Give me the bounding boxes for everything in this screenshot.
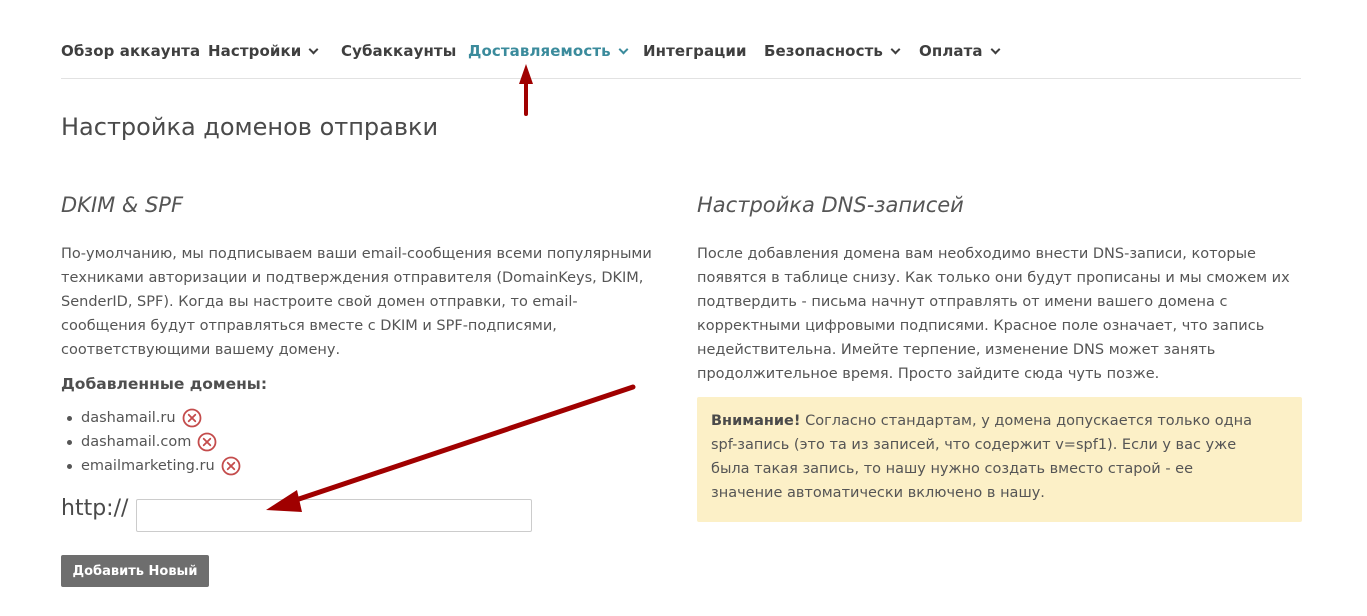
- add-new-button[interactable]: Добавить Новый: [61, 555, 209, 587]
- domain-name: dashamail.ru: [81, 410, 176, 426]
- domain-item: [81, 430, 241, 454]
- circle-x-icon[interactable]: [221, 456, 241, 476]
- added-domains-heading: Добавленные домены:: [61, 375, 268, 393]
- chevron-down-icon: [891, 45, 901, 55]
- nav-item-subaccounts[interactable]: [341, 42, 456, 60]
- dkim-description: По-умолчанию, мы подписываем ваши email-сообщения всеми популярными техниками авторизации и подтверждения отправителя (DomainKeys, DKIM, SenderID, SPF). Когда вы настроите свой домен отправки, то email-сообщения будут отправляться вместе с DKIM и SPF-подписями, соответствующими вашему домену.: [61, 246, 652, 358]
- nav-item-settings[interactable]: [208, 42, 317, 60]
- nav-item-label: Обзор аккаунта: [61, 42, 201, 60]
- nav-item-label: Интеграции: [643, 42, 747, 60]
- nav-item-label: Безопасность: [764, 42, 883, 60]
- nav-item-security[interactable]: [764, 42, 899, 60]
- circle-x-icon[interactable]: [182, 408, 202, 428]
- nav-item-integrations[interactable]: [643, 42, 747, 60]
- page-title: Настройка доменов отправки: [61, 113, 439, 141]
- arrow-icon: [266, 387, 633, 512]
- nav-item-label: Оплата: [919, 42, 983, 60]
- dns-description: После добавления домена вам необходимо внести DNS-записи, которые появятся в таблице снизу. Как только они будут прописаны и мы сможем их подтвердить - письма начнут отправлять от имени вашего домена с корректными цифровыми подписями. Красное поле означает, что запись недействительна. Имейте терпение, изменение DNS может занять продолжительное время. Просто зайдите сюда чуть позже.: [697, 246, 1290, 382]
- nav-item-label: Субаккаунты: [341, 42, 457, 60]
- chevron-down-icon: [618, 45, 628, 55]
- warning-label: Внимание!: [711, 413, 801, 429]
- url-prefix-label: http://: [61, 496, 129, 521]
- warning-box: [697, 397, 1302, 522]
- chevron-down-icon: [309, 45, 319, 55]
- warning-text: Согласно стандартам, у домена допускается только одна spf-запись (это та из записей, что содержит v=spf1). Если у вас уже была такая запись, то нашу нужно создать вместо старой - ее значение автоматически включено в нашу.: [711, 413, 1252, 501]
- nav-item-label: Доставляемость: [468, 42, 611, 60]
- nav-item-payment[interactable]: [919, 42, 999, 60]
- top-navigation: [61, 32, 1301, 79]
- nav-item-account-overview[interactable]: [61, 42, 200, 60]
- domain-input[interactable]: [136, 499, 532, 532]
- circle-x-icon[interactable]: [197, 432, 217, 452]
- chevron-down-icon: [990, 45, 1000, 55]
- dns-records-heading: Настройка DNS-записей: [697, 193, 964, 217]
- domain-item: [81, 406, 241, 430]
- domain-name: emailmarketing.ru: [81, 458, 215, 474]
- domain-item: [81, 454, 241, 478]
- domain-list: [81, 406, 241, 478]
- dkim-spf-heading: DKIM & SPF: [61, 193, 184, 217]
- nav-item-deliverability[interactable]: [468, 42, 627, 60]
- nav-item-label: Настройки: [208, 42, 302, 60]
- domain-name: dashamail.com: [81, 434, 192, 450]
